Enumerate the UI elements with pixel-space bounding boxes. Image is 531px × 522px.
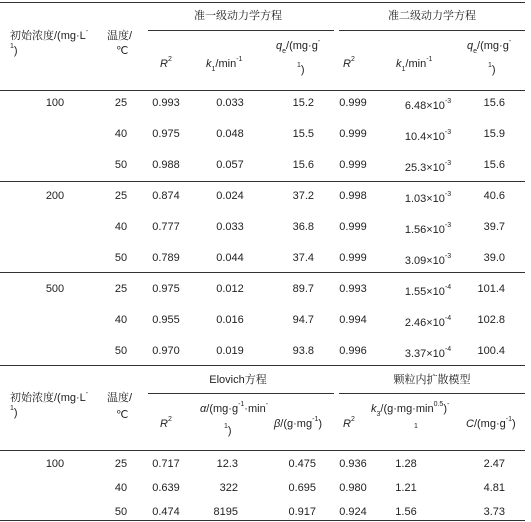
cell-r2-first-order: 0.955 xyxy=(152,314,180,326)
t1-header-initial-conc: 初始浓度/(mg·L- xyxy=(10,28,89,42)
cell-temp: 50 xyxy=(114,345,128,357)
cell-r2-second-order: 0.999 xyxy=(339,252,367,264)
t2-header-initial-conc-tail: $^1$) xyxy=(10,405,18,419)
cell-beta: 0.475 xyxy=(288,458,316,470)
cell-qe-second-order: 39.0 xyxy=(483,252,505,264)
cell-c: 2.47 xyxy=(483,458,505,470)
t1-header-initial-conc-tail: $^1$) xyxy=(10,43,18,57)
cell-k2-exponent: -4 xyxy=(444,346,452,353)
t2-sub-alpha: $\alpha/(mg\cdot g^{-1}\cdot\min^-$ xyxy=(200,401,269,415)
cell-r2-first-order: 0.970 xyxy=(152,345,180,357)
t2-group-elovich: Elovich方程 xyxy=(209,374,267,386)
cell-qe-first-order: 15.6 xyxy=(292,159,314,171)
cell-k2-exponent: -3 xyxy=(444,160,452,167)
table1-top-rule xyxy=(0,2,525,3)
cell-temp: 50 xyxy=(114,159,128,171)
table2-header-rule xyxy=(0,450,525,451)
cell-k1: 0.033 xyxy=(216,97,244,109)
cell-k1: 0.044 xyxy=(216,252,244,264)
cell-qe-second-order: 100.4 xyxy=(477,345,505,357)
cell-k2-mantissa: 3.37×10 xyxy=(404,348,445,360)
t1-sub-r2-a: $R^2$ xyxy=(160,56,172,70)
cell-k2-mantissa: 1.56×10 xyxy=(404,224,445,236)
t1-sub-qe-a: $q_e/(mg\cdot g^-$ xyxy=(276,38,321,55)
table1-bottom-rule xyxy=(0,365,525,366)
cell-k3: 1.56 xyxy=(395,506,417,518)
cell-initial-conc: 500 xyxy=(45,283,65,295)
cell-r2-second-order: 0.998 xyxy=(339,190,367,202)
t2-sub-alpha-tail: $^1$) xyxy=(224,423,232,437)
cell-k1: 0.012 xyxy=(216,283,244,295)
cell-temp: 25 xyxy=(114,190,128,202)
cell-temp: 40 xyxy=(114,314,128,326)
cell-k2-mantissa: 25.3×10 xyxy=(404,162,445,174)
cell-qe-second-order: 40.6 xyxy=(483,190,505,202)
t2-group2-rule xyxy=(339,393,525,394)
t1-sub-r2-b: $R^2$ xyxy=(343,56,355,70)
t1-group-pseudo-first-order: 准一级动力学方程 xyxy=(194,10,282,22)
cell-temp: 25 xyxy=(114,458,128,470)
cell-k2-exponent: -3 xyxy=(444,222,452,229)
cell-r2-first-order: 0.988 xyxy=(152,159,180,171)
cell-k2-mantissa: 6.48×10 xyxy=(404,100,445,112)
cell-qe-first-order: 37.4 xyxy=(292,252,314,264)
cell-k2-mantissa: 1.55×10 xyxy=(404,286,445,298)
cell-alpha: 8195 xyxy=(213,506,238,518)
cell-initial-conc: 200 xyxy=(45,190,65,202)
t2-group-intraparticle: 颗粒内扩散模型 xyxy=(393,374,471,386)
t1-group2-rule xyxy=(339,30,525,31)
t2-sub-k3-tail: 1 xyxy=(414,423,418,430)
cell-r2-first-order: 0.777 xyxy=(152,221,180,233)
cell-temp: 25 xyxy=(114,283,128,295)
cell-beta: 0.917 xyxy=(288,506,316,518)
t2-header-initial-conc: 初始浓度/(mg·L- xyxy=(10,390,89,404)
t2-sub-r2-b: $R^2$ xyxy=(343,416,355,430)
cell-k1: 0.016 xyxy=(216,314,244,326)
cell-r2-first-order: 0.874 xyxy=(152,190,180,202)
cell-r2-intraparticle: 0.924 xyxy=(339,506,367,518)
cell-temp: 25 xyxy=(114,97,128,109)
cell-temp: 50 xyxy=(114,252,128,264)
cell-k2 xyxy=(385,348,471,361)
t2-sub-c: $C/(mg\cdot g^{-1})$ xyxy=(466,416,516,430)
t1-sub-k2: $k_1/\min^{-1}$ xyxy=(396,56,433,73)
cell-k2-mantissa: 10.4×10 xyxy=(404,131,445,143)
cell-r2-second-order: 0.999 xyxy=(339,128,367,140)
cell-qe-second-order: 15.6 xyxy=(483,159,505,171)
cell-k3: 1.28 xyxy=(395,458,417,470)
cell-initial-conc: 100 xyxy=(45,458,65,470)
t2-sub-beta: $\beta/(g\cdot mg^{-1})$ xyxy=(274,416,322,430)
cell-r2-second-order: 0.993 xyxy=(339,283,367,295)
cell-temp: 50 xyxy=(114,506,128,518)
cell-k2-mantissa: 2.46×10 xyxy=(404,317,445,329)
t1-header-temp: 温度/ xyxy=(107,30,133,42)
cell-k1: 0.048 xyxy=(216,128,244,140)
cell-r2-second-order: 0.994 xyxy=(339,314,367,326)
t2-sub-k3: $k_3/(g\cdot mg\cdot\min^{0.5})^-$ xyxy=(371,401,450,418)
cell-r2-intraparticle: 0.980 xyxy=(339,482,367,494)
cell-qe-first-order: 94.7 xyxy=(292,314,314,326)
t2-header-temp: 温度/ xyxy=(107,392,133,404)
cell-k2-exponent: -3 xyxy=(444,129,452,136)
t1-sub-qe-b: $q_e/(mg\cdot g^-$ xyxy=(467,38,512,55)
cell-k2-exponent: -3 xyxy=(444,98,452,105)
cell-k1: 0.033 xyxy=(216,221,244,233)
t2-sub-r2-a: $R^2$ xyxy=(160,416,172,430)
cell-k2-mantissa: 1.03×10 xyxy=(404,193,445,205)
cell-k2-exponent: -3 xyxy=(444,191,452,198)
t1-group-pseudo-second-order: 准二级动力学方程 xyxy=(388,10,476,22)
cell-qe-first-order: 15.5 xyxy=(292,128,314,140)
t1-sub-qe-b-tail: $^1$) xyxy=(488,62,496,76)
table2-bottom-rule xyxy=(0,520,525,521)
cell-k2 xyxy=(385,131,471,144)
cell-r2-first-order: 0.993 xyxy=(152,97,180,109)
cell-temp: 40 xyxy=(114,482,128,494)
cell-r2-elovich: 0.717 xyxy=(152,458,180,470)
cell-r2-elovich: 0.474 xyxy=(152,506,180,518)
cell-qe-first-order: 37.2 xyxy=(292,190,314,202)
t2-header-temp-unit: ℃ xyxy=(116,409,129,421)
table1-group-rule-2 xyxy=(0,272,525,273)
cell-r2-second-order: 0.999 xyxy=(339,159,367,171)
cell-r2-first-order: 0.789 xyxy=(152,252,180,264)
cell-qe-first-order: 89.7 xyxy=(292,283,314,295)
cell-k1: 0.057 xyxy=(216,159,244,171)
cell-k1: 0.019 xyxy=(216,345,244,357)
cell-k2-exponent: -4 xyxy=(444,315,452,322)
cell-qe-second-order: 101.4 xyxy=(477,283,505,295)
cell-k2 xyxy=(385,286,471,299)
cell-r2-first-order: 0.975 xyxy=(152,128,180,140)
cell-k2 xyxy=(385,317,471,330)
cell-alpha: 322 xyxy=(219,482,238,494)
cell-k2-mantissa: 3.09×10 xyxy=(404,255,445,267)
cell-c: 4.81 xyxy=(483,482,505,494)
cell-temp: 40 xyxy=(114,221,128,233)
cell-k2 xyxy=(385,162,471,175)
cell-k3: 1.21 xyxy=(395,482,417,494)
cell-r2-second-order: 0.996 xyxy=(339,345,367,357)
cell-qe-second-order: 15.6 xyxy=(483,97,505,109)
cell-r2-first-order: 0.975 xyxy=(152,283,180,295)
cell-r2-elovich: 0.639 xyxy=(152,482,180,494)
table1-group-rule-1 xyxy=(0,181,525,182)
cell-qe-second-order: 15.9 xyxy=(483,128,505,140)
cell-qe-second-order: 102.8 xyxy=(477,314,505,326)
cell-r2-second-order: 0.999 xyxy=(339,221,367,233)
t2-group1-rule xyxy=(148,393,334,394)
cell-k1: 0.024 xyxy=(216,190,244,202)
table1-header-rule xyxy=(0,90,525,91)
cell-r2-second-order: 0.999 xyxy=(339,97,367,109)
cell-beta: 0.695 xyxy=(288,482,316,494)
cell-k2 xyxy=(385,100,471,113)
t1-group1-rule xyxy=(148,30,334,31)
cell-k2 xyxy=(385,224,471,237)
cell-qe-first-order: 93.8 xyxy=(292,345,314,357)
cell-k2-exponent: -3 xyxy=(444,253,452,260)
cell-qe-first-order: 36.8 xyxy=(292,221,314,233)
cell-k2 xyxy=(385,255,471,268)
cell-alpha: 12.3 xyxy=(216,458,238,470)
cell-initial-conc: 100 xyxy=(45,97,65,109)
cell-c: 3.73 xyxy=(483,506,505,518)
cell-r2-intraparticle: 0.936 xyxy=(339,458,367,470)
cell-k2 xyxy=(385,193,471,206)
t1-sub-qe-a-tail: $^1$) xyxy=(297,62,305,76)
cell-qe-first-order: 15.2 xyxy=(292,97,314,109)
cell-k2-exponent: -4 xyxy=(444,284,452,291)
cell-temp: 40 xyxy=(114,128,128,140)
t1-sub-k1: $k_1/\min^{-1}$ xyxy=(206,56,243,73)
cell-qe-second-order: 39.7 xyxy=(483,221,505,233)
t1-header-temp-unit: ℃ xyxy=(116,45,129,57)
